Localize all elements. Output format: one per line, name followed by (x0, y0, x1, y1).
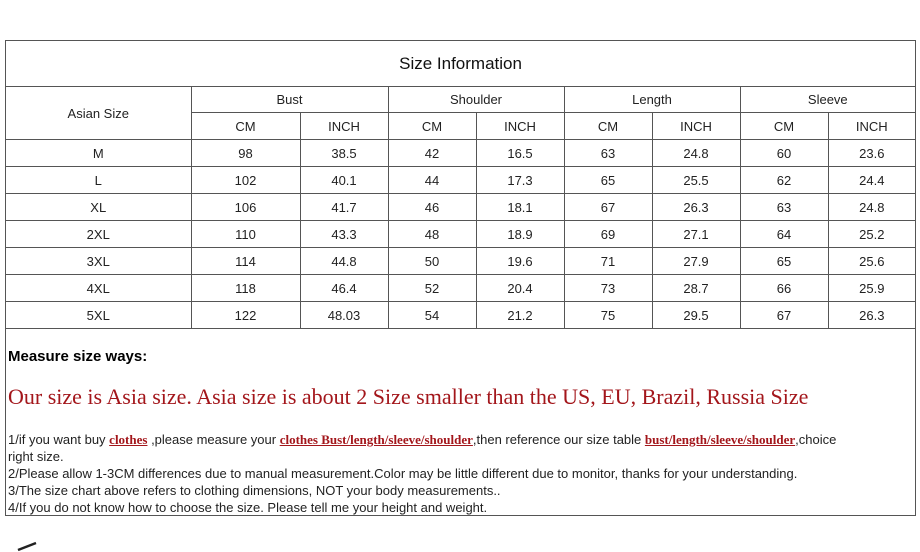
table-cell: 71 (564, 248, 652, 275)
size-rows (6, 140, 915, 329)
group-header-length: Length (564, 87, 740, 113)
note-1 (8, 431, 836, 448)
group-header-sleeve: Sleeve (740, 87, 915, 113)
table-cell: 42 (388, 140, 476, 167)
unit-header: CM (740, 113, 828, 140)
measure-title: Measure size ways: (8, 348, 148, 365)
table-cell: 29.5 (652, 302, 740, 329)
note-1-text: ,please measure your (147, 432, 280, 447)
table-cell: 67 (564, 194, 652, 221)
table-cell: 38.5 (300, 140, 388, 167)
table-cell: 62 (740, 167, 828, 194)
table-cell: 65 (564, 167, 652, 194)
table-cell: 50 (388, 248, 476, 275)
table-cell: 73 (564, 275, 652, 302)
row-header-asian-size: Asian Size (6, 87, 191, 140)
table-cell: 60 (740, 140, 828, 167)
table-cell: 63 (740, 194, 828, 221)
note-1-text: ,choice (795, 432, 837, 447)
table-cell: 46.4 (300, 275, 388, 302)
table-cell: 118 (191, 275, 300, 302)
clothes-link[interactable]: clothes (109, 432, 148, 447)
table-row (6, 221, 915, 248)
table-cell: 24.8 (828, 194, 915, 221)
table-cell: 43.3 (300, 221, 388, 248)
table-row (6, 302, 915, 329)
table-cell: 106 (191, 194, 300, 221)
table-cell: 25.6 (828, 248, 915, 275)
note-4: 4/If you do not know how to choose the size. Please tell me your height and weight. (8, 500, 488, 515)
table-cell: 64 (740, 221, 828, 248)
unit-header: CM (388, 113, 476, 140)
table-cell: 17.3 (476, 167, 564, 194)
table-cell: 27.9 (652, 248, 740, 275)
unit-header: INCH (828, 113, 915, 140)
table-cell: 28.7 (652, 275, 740, 302)
unit-header: CM (564, 113, 652, 140)
table-cell: 122 (191, 302, 300, 329)
table-cell: 110 (191, 221, 300, 248)
table-cell: 54 (388, 302, 476, 329)
group-header-bust: Bust (191, 87, 388, 113)
table-cell: 114 (191, 248, 300, 275)
table-row (6, 140, 915, 167)
table-cell: 65 (740, 248, 828, 275)
table-cell: 102 (191, 167, 300, 194)
table-cell: 26.3 (828, 302, 915, 329)
table-cell: 25.5 (652, 167, 740, 194)
table-row (6, 167, 915, 194)
unit-header: CM (191, 113, 300, 140)
table-cell: 67 (740, 302, 828, 329)
unit-header: INCH (300, 113, 388, 140)
table-cell: 48.03 (300, 302, 388, 329)
note-1-text: ,then reference our size table (472, 432, 645, 447)
size-label: 5XL (6, 302, 191, 329)
table-cell: 24.8 (652, 140, 740, 167)
size-label: M (6, 140, 191, 167)
note-1-text: 1/if you want buy (8, 432, 110, 447)
note-1-continued: right size. (8, 449, 64, 464)
unit-header: INCH (476, 113, 564, 140)
table-cell: 27.1 (652, 221, 740, 248)
size-label: L (6, 167, 191, 194)
size-table-measurements-link[interactable]: bust/length/sleeve/shoulder (644, 432, 796, 447)
table-cell: 48 (388, 221, 476, 248)
asia-size-notice: Our size is Asia size. Asia size is about 2 Size smaller than the US, EU, Brazil, Russia Size (8, 384, 809, 409)
size-label: 4XL (6, 275, 191, 302)
table-cell: 18.1 (476, 194, 564, 221)
table-cell: 41.7 (300, 194, 388, 221)
note-3: 3/The size chart above refers to clothing dimensions, NOT your body measurements.. (8, 483, 501, 498)
table-row (6, 248, 915, 275)
table-cell: 19.6 (476, 248, 564, 275)
note-2: 2/Please allow 1-3CM differences due to manual measurement.Color may be little different due to monitor, thanks for your understanding. (8, 466, 798, 481)
unit-header: INCH (652, 113, 740, 140)
size-label: 2XL (6, 221, 191, 248)
table-cell: 20.4 (476, 275, 564, 302)
table-row (6, 275, 915, 302)
table-cell: 40.1 (300, 167, 388, 194)
table-cell: 75 (564, 302, 652, 329)
table-title: Size Information (6, 41, 915, 87)
table-cell: 44 (388, 167, 476, 194)
size-label: 3XL (6, 248, 191, 275)
table-cell: 63 (564, 140, 652, 167)
table-cell: 44.8 (300, 248, 388, 275)
table-cell: 25.2 (828, 221, 915, 248)
table-cell: 46 (388, 194, 476, 221)
clothes-measurements-link[interactable]: clothes Bust/length/sleeve/shoulder (279, 432, 473, 447)
group-header-shoulder: Shoulder (388, 87, 564, 113)
table-cell: 23.6 (828, 140, 915, 167)
table-cell: 25.9 (828, 275, 915, 302)
table-cell: 66 (740, 275, 828, 302)
table-cell: 21.2 (476, 302, 564, 329)
table-cell: 18.9 (476, 221, 564, 248)
table-cell: 24.4 (828, 167, 915, 194)
table-row (6, 194, 915, 221)
size-label: XL (6, 194, 191, 221)
corner-arrow-icon (16, 540, 38, 552)
table-cell: 26.3 (652, 194, 740, 221)
table-cell: 98 (191, 140, 300, 167)
table-cell: 69 (564, 221, 652, 248)
table-cell: 52 (388, 275, 476, 302)
table-cell: 16.5 (476, 140, 564, 167)
size-table (6, 41, 915, 329)
size-chart-sheet (5, 40, 916, 516)
